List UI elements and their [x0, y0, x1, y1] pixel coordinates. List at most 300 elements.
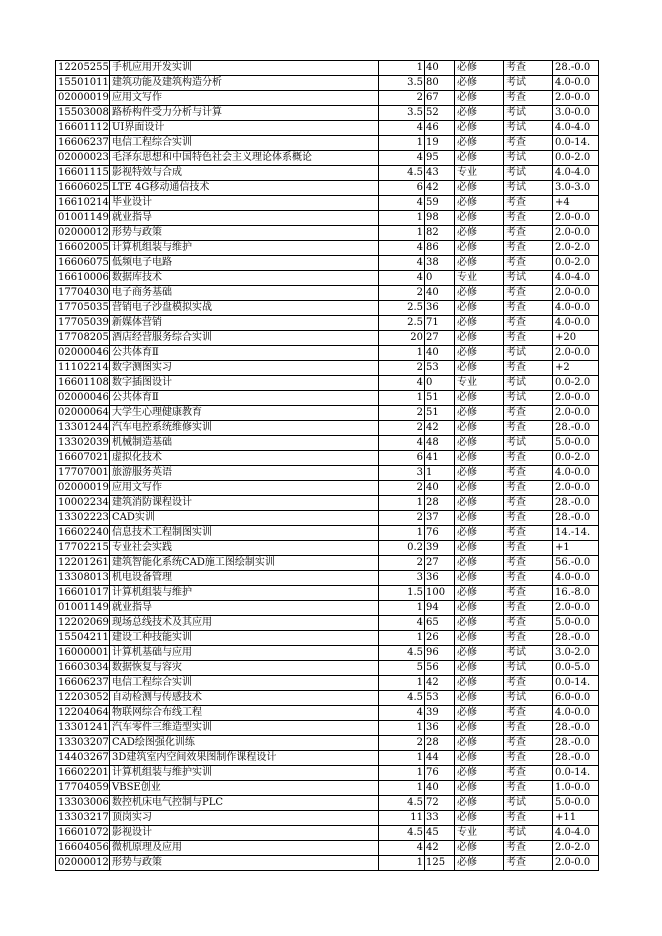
hours-cell[interactable]: 41	[425, 451, 455, 466]
course-type-cell[interactable]: 必修	[455, 421, 504, 436]
course-name-cell[interactable]: 手机应用开发实训	[110, 61, 379, 76]
credit-cell[interactable]: 4	[379, 271, 425, 286]
course-type-cell[interactable]: 必修	[455, 151, 504, 166]
term-hours-cell[interactable]: 0.0-2.0	[553, 151, 599, 166]
term-hours-cell[interactable]: 5.0-0.0	[553, 436, 599, 451]
credit-cell[interactable]: 4.5	[379, 646, 425, 661]
course-code-cell[interactable]: 10002234	[56, 496, 110, 511]
course-code-cell[interactable]: 13303217	[56, 811, 110, 826]
course-code-cell[interactable]: 16604056	[56, 841, 110, 856]
course-name-cell[interactable]: UI界面设计	[110, 121, 379, 136]
hours-cell[interactable]: 95	[425, 151, 455, 166]
credit-cell[interactable]: 2	[379, 361, 425, 376]
hours-cell[interactable]: 86	[425, 241, 455, 256]
course-type-cell[interactable]: 专业	[455, 826, 504, 841]
exam-type-cell[interactable]: 考查	[504, 226, 553, 241]
hours-cell[interactable]: 28	[425, 496, 455, 511]
exam-type-cell[interactable]: 考试	[504, 826, 553, 841]
exam-type-cell[interactable]: 考查	[504, 496, 553, 511]
credit-cell[interactable]: 1	[379, 721, 425, 736]
hours-cell[interactable]: 82	[425, 226, 455, 241]
exam-type-cell[interactable]: 考查	[504, 766, 553, 781]
course-code-cell[interactable]: 15504211	[56, 631, 110, 646]
exam-type-cell[interactable]: 考查	[504, 706, 553, 721]
course-type-cell[interactable]: 必修	[455, 841, 504, 856]
hours-cell[interactable]: 0	[425, 376, 455, 391]
course-type-cell[interactable]: 必修	[455, 811, 504, 826]
term-hours-cell[interactable]: 0.0-14.	[553, 676, 599, 691]
exam-type-cell[interactable]: 考试	[504, 391, 553, 406]
course-type-cell[interactable]: 必修	[455, 331, 504, 346]
credit-cell[interactable]: 1.5	[379, 586, 425, 601]
hours-cell[interactable]: 98	[425, 211, 455, 226]
credit-cell[interactable]: 1	[379, 391, 425, 406]
exam-type-cell[interactable]: 考查	[504, 61, 553, 76]
term-hours-cell[interactable]: 6.0-0.0	[553, 691, 599, 706]
course-code-cell[interactable]: 15503008	[56, 106, 110, 121]
term-hours-cell[interactable]: 0.0-5.0	[553, 661, 599, 676]
course-type-cell[interactable]: 必修	[455, 721, 504, 736]
term-hours-cell[interactable]: 2.0-0.0	[553, 481, 599, 496]
exam-type-cell[interactable]: 考查	[504, 451, 553, 466]
course-type-cell[interactable]: 必修	[455, 286, 504, 301]
term-hours-cell[interactable]: +4	[553, 196, 599, 211]
term-hours-cell[interactable]: 4.0-0.0	[553, 301, 599, 316]
term-hours-cell[interactable]: 2.0-0.0	[553, 211, 599, 226]
course-name-cell[interactable]: 建筑功能及建筑构造分析	[110, 76, 379, 91]
course-code-cell[interactable]: 16602005	[56, 241, 110, 256]
course-type-cell[interactable]: 必修	[455, 391, 504, 406]
exam-type-cell[interactable]: 考查	[504, 541, 553, 556]
term-hours-cell[interactable]: 4.0-4.0	[553, 826, 599, 841]
term-hours-cell[interactable]: +11	[553, 811, 599, 826]
course-type-cell[interactable]: 必修	[455, 136, 504, 151]
course-name-cell[interactable]: 建筑消防课程设计	[110, 496, 379, 511]
exam-type-cell[interactable]: 考查	[504, 316, 553, 331]
exam-type-cell[interactable]: 考查	[504, 811, 553, 826]
hours-cell[interactable]: 27	[425, 556, 455, 571]
course-name-cell[interactable]: 新媒体营销	[110, 316, 379, 331]
credit-cell[interactable]: 2	[379, 406, 425, 421]
course-code-cell[interactable]: 16606237	[56, 676, 110, 691]
hours-cell[interactable]: 39	[425, 541, 455, 556]
exam-type-cell[interactable]: 考查	[504, 91, 553, 106]
credit-cell[interactable]: 4	[379, 256, 425, 271]
hours-cell[interactable]: 52	[425, 106, 455, 121]
course-name-cell[interactable]: 计算机组装与维护	[110, 241, 379, 256]
course-code-cell[interactable]: 12201261	[56, 556, 110, 571]
course-type-cell[interactable]: 必修	[455, 181, 504, 196]
exam-type-cell[interactable]: 考试	[504, 436, 553, 451]
credit-cell[interactable]: 1	[379, 676, 425, 691]
course-type-cell[interactable]: 必修	[455, 406, 504, 421]
term-hours-cell[interactable]: +2	[553, 361, 599, 376]
hours-cell[interactable]: 36	[425, 301, 455, 316]
credit-cell[interactable]: 2.5	[379, 301, 425, 316]
credit-cell[interactable]: 1	[379, 61, 425, 76]
course-name-cell[interactable]: 汽车零件三维造型实训	[110, 721, 379, 736]
credit-cell[interactable]: 1	[379, 346, 425, 361]
term-hours-cell[interactable]: 28.-0.0	[553, 751, 599, 766]
course-code-cell[interactable]: 13302039	[56, 436, 110, 451]
term-hours-cell[interactable]: 2.0-0.0	[553, 91, 599, 106]
exam-type-cell[interactable]: 考查	[504, 406, 553, 421]
course-code-cell[interactable]: 02000046	[56, 391, 110, 406]
credit-cell[interactable]: 1	[379, 766, 425, 781]
course-type-cell[interactable]: 必修	[455, 106, 504, 121]
course-code-cell[interactable]: 16610006	[56, 271, 110, 286]
course-type-cell[interactable]: 必修	[455, 571, 504, 586]
exam-type-cell[interactable]: 考查	[504, 286, 553, 301]
exam-type-cell[interactable]: 考试	[504, 796, 553, 811]
credit-cell[interactable]: 4	[379, 706, 425, 721]
exam-type-cell[interactable]: 考试	[504, 691, 553, 706]
course-code-cell[interactable]: 12202069	[56, 616, 110, 631]
course-name-cell[interactable]: 酒店经营服务综合实训	[110, 331, 379, 346]
course-code-cell[interactable]: 02000046	[56, 346, 110, 361]
course-type-cell[interactable]: 必修	[455, 856, 504, 871]
term-hours-cell[interactable]: 28.-0.0	[553, 496, 599, 511]
hours-cell[interactable]: 40	[425, 286, 455, 301]
credit-cell[interactable]: 4	[379, 841, 425, 856]
exam-type-cell[interactable]: 考试	[504, 151, 553, 166]
course-code-cell[interactable]: 11102214	[56, 361, 110, 376]
hours-cell[interactable]: 33	[425, 811, 455, 826]
credit-cell[interactable]: 4	[379, 196, 425, 211]
exam-type-cell[interactable]: 考查	[504, 241, 553, 256]
course-name-cell[interactable]: 毕业设计	[110, 196, 379, 211]
term-hours-cell[interactable]: 0.0-14.	[553, 136, 599, 151]
hours-cell[interactable]: 28	[425, 736, 455, 751]
hours-cell[interactable]: 42	[425, 421, 455, 436]
term-hours-cell[interactable]: 3.0-2.0	[553, 646, 599, 661]
term-hours-cell[interactable]: 2.0-0.0	[553, 226, 599, 241]
course-name-cell[interactable]: 数据恢复与容灾	[110, 661, 379, 676]
course-name-cell[interactable]: CAD绘图强化训练	[110, 736, 379, 751]
course-name-cell[interactable]: 自动检测与传感技术	[110, 691, 379, 706]
hours-cell[interactable]: 80	[425, 76, 455, 91]
course-code-cell[interactable]: 17704030	[56, 286, 110, 301]
course-type-cell[interactable]: 专业	[455, 271, 504, 286]
course-name-cell[interactable]: 形势与政策	[110, 856, 379, 871]
credit-cell[interactable]: 4.5	[379, 691, 425, 706]
course-name-cell[interactable]: 微机原理及应用	[110, 841, 379, 856]
course-type-cell[interactable]: 必修	[455, 556, 504, 571]
course-name-cell[interactable]: 计算机组装与维护实训	[110, 766, 379, 781]
course-type-cell[interactable]: 必修	[455, 736, 504, 751]
course-name-cell[interactable]: 低频电子电路	[110, 256, 379, 271]
course-code-cell[interactable]: 13303006	[56, 796, 110, 811]
course-code-cell[interactable]: 16602240	[56, 526, 110, 541]
course-code-cell[interactable]: 16601108	[56, 376, 110, 391]
course-type-cell[interactable]: 必修	[455, 481, 504, 496]
credit-cell[interactable]: 20	[379, 331, 425, 346]
term-hours-cell[interactable]: 4.0-4.0	[553, 121, 599, 136]
credit-cell[interactable]: 2	[379, 736, 425, 751]
course-code-cell[interactable]: 02000012	[56, 856, 110, 871]
course-name-cell[interactable]: 路桥构件受力分析与计算	[110, 106, 379, 121]
course-name-cell[interactable]: 机械制造基础	[110, 436, 379, 451]
exam-type-cell[interactable]: 考试	[504, 76, 553, 91]
course-type-cell[interactable]: 必修	[455, 751, 504, 766]
credit-cell[interactable]: 1	[379, 856, 425, 871]
course-code-cell[interactable]: 12205255	[56, 61, 110, 76]
course-code-cell[interactable]: 14403267	[56, 751, 110, 766]
credit-cell[interactable]: 4.5	[379, 166, 425, 181]
exam-type-cell[interactable]: 考试	[504, 661, 553, 676]
exam-type-cell[interactable]: 考查	[504, 571, 553, 586]
course-name-cell[interactable]: 旅游服务英语	[110, 466, 379, 481]
term-hours-cell[interactable]: 2.0-2.0	[553, 841, 599, 856]
course-type-cell[interactable]: 必修	[455, 346, 504, 361]
exam-type-cell[interactable]: 考查	[504, 331, 553, 346]
credit-cell[interactable]: 4	[379, 376, 425, 391]
exam-type-cell[interactable]: 考试	[504, 376, 553, 391]
hours-cell[interactable]: 67	[425, 91, 455, 106]
credit-cell[interactable]: 1	[379, 226, 425, 241]
credit-cell[interactable]: 2	[379, 421, 425, 436]
exam-type-cell[interactable]: 考查	[504, 586, 553, 601]
credit-cell[interactable]: 4.5	[379, 796, 425, 811]
hours-cell[interactable]: 76	[425, 526, 455, 541]
course-code-cell[interactable]: 17704059	[56, 781, 110, 796]
course-type-cell[interactable]: 必修	[455, 451, 504, 466]
course-name-cell[interactable]: 汽车电控系统维修实训	[110, 421, 379, 436]
hours-cell[interactable]: 45	[425, 826, 455, 841]
exam-type-cell[interactable]: 考试	[504, 181, 553, 196]
course-code-cell[interactable]: 02000064	[56, 406, 110, 421]
exam-type-cell[interactable]: 考查	[504, 631, 553, 646]
course-name-cell[interactable]: 机电设备管理	[110, 571, 379, 586]
course-code-cell[interactable]: 02000019	[56, 91, 110, 106]
exam-type-cell[interactable]: 考查	[504, 856, 553, 871]
exam-type-cell[interactable]: 考查	[504, 526, 553, 541]
course-type-cell[interactable]: 必修	[455, 436, 504, 451]
credit-cell[interactable]: 11	[379, 811, 425, 826]
exam-type-cell[interactable]: 考查	[504, 511, 553, 526]
course-code-cell[interactable]: 15501011	[56, 76, 110, 91]
course-name-cell[interactable]: 就业指导	[110, 211, 379, 226]
term-hours-cell[interactable]: 1.0-0.0	[553, 781, 599, 796]
course-name-cell[interactable]: 建筑智能化系统CAD施工图绘制实训	[110, 556, 379, 571]
term-hours-cell[interactable]: 0.0-2.0	[553, 256, 599, 271]
course-name-cell[interactable]: 数控机床电气控制与PLC	[110, 796, 379, 811]
term-hours-cell[interactable]: 0.0-2.0	[553, 376, 599, 391]
course-code-cell[interactable]: 16602201	[56, 766, 110, 781]
exam-type-cell[interactable]: 考查	[504, 736, 553, 751]
term-hours-cell[interactable]: 3.0-3.0	[553, 181, 599, 196]
course-type-cell[interactable]: 必修	[455, 796, 504, 811]
credit-cell[interactable]: 4	[379, 121, 425, 136]
course-type-cell[interactable]: 必修	[455, 361, 504, 376]
exam-type-cell[interactable]: 考查	[504, 481, 553, 496]
exam-type-cell[interactable]: 考查	[504, 721, 553, 736]
term-hours-cell[interactable]: 16.-8.0	[553, 586, 599, 601]
term-hours-cell[interactable]: 5.0-0.0	[553, 616, 599, 631]
credit-cell[interactable]: 2	[379, 511, 425, 526]
course-name-cell[interactable]: VBSE创业	[110, 781, 379, 796]
exam-type-cell[interactable]: 考查	[504, 211, 553, 226]
credit-cell[interactable]: 3	[379, 571, 425, 586]
term-hours-cell[interactable]: 2.0-0.0	[553, 856, 599, 871]
course-name-cell[interactable]: 影视特效与合成	[110, 166, 379, 181]
credit-cell[interactable]: 3.5	[379, 106, 425, 121]
course-type-cell[interactable]: 必修	[455, 541, 504, 556]
term-hours-cell[interactable]: 2.0-0.0	[553, 601, 599, 616]
course-type-cell[interactable]: 必修	[455, 496, 504, 511]
hours-cell[interactable]: 53	[425, 361, 455, 376]
course-code-cell[interactable]: 01001149	[56, 601, 110, 616]
credit-cell[interactable]: 1	[379, 136, 425, 151]
course-name-cell[interactable]: 信息技术工程制图实训	[110, 526, 379, 541]
course-code-cell[interactable]: 17705039	[56, 316, 110, 331]
course-name-cell[interactable]: 毛泽东思想和中国特色社会主义理论体系概论	[110, 151, 379, 166]
credit-cell[interactable]: 1	[379, 781, 425, 796]
course-name-cell[interactable]: 3D建筑室内空间效果图制作课程设计	[110, 751, 379, 766]
course-type-cell[interactable]: 必修	[455, 691, 504, 706]
hours-cell[interactable]: 40	[425, 61, 455, 76]
course-code-cell[interactable]: 16601017	[56, 586, 110, 601]
course-type-cell[interactable]: 必修	[455, 586, 504, 601]
hours-cell[interactable]: 19	[425, 136, 455, 151]
course-code-cell[interactable]: 16603034	[56, 661, 110, 676]
exam-type-cell[interactable]: 考试	[504, 121, 553, 136]
term-hours-cell[interactable]: 2.0-2.0	[553, 241, 599, 256]
credit-cell[interactable]: 1	[379, 751, 425, 766]
term-hours-cell[interactable]: 56.-0.0	[553, 556, 599, 571]
credit-cell[interactable]: 3.5	[379, 76, 425, 91]
hours-cell[interactable]: 96	[425, 646, 455, 661]
course-type-cell[interactable]: 必修	[455, 316, 504, 331]
course-type-cell[interactable]: 必修	[455, 91, 504, 106]
course-code-cell[interactable]: 16601112	[56, 121, 110, 136]
course-name-cell[interactable]: 电信工程综合实训	[110, 136, 379, 151]
term-hours-cell[interactable]: 14.-14.	[553, 526, 599, 541]
credit-cell[interactable]: 2	[379, 91, 425, 106]
hours-cell[interactable]: 36	[425, 721, 455, 736]
term-hours-cell[interactable]: 28.-0.0	[553, 736, 599, 751]
course-code-cell[interactable]: 17707001	[56, 466, 110, 481]
term-hours-cell[interactable]: 4.0-4.0	[553, 166, 599, 181]
course-type-cell[interactable]: 必修	[455, 631, 504, 646]
course-code-cell[interactable]: 13308013	[56, 571, 110, 586]
credit-cell[interactable]: 6	[379, 181, 425, 196]
term-hours-cell[interactable]: 4.0-4.0	[553, 271, 599, 286]
hours-cell[interactable]: 42	[425, 181, 455, 196]
hours-cell[interactable]: 71	[425, 316, 455, 331]
hours-cell[interactable]: 36	[425, 571, 455, 586]
course-code-cell[interactable]: 16606075	[56, 256, 110, 271]
exam-type-cell[interactable]: 考查	[504, 421, 553, 436]
exam-type-cell[interactable]: 考查	[504, 466, 553, 481]
term-hours-cell[interactable]: 4.0-0.0	[553, 571, 599, 586]
hours-cell[interactable]: 40	[425, 781, 455, 796]
course-name-cell[interactable]: 虚拟化技术	[110, 451, 379, 466]
course-code-cell[interactable]: 16601072	[56, 826, 110, 841]
course-type-cell[interactable]: 必修	[455, 781, 504, 796]
credit-cell[interactable]: 4	[379, 241, 425, 256]
term-hours-cell[interactable]: 0.0-14.	[553, 766, 599, 781]
exam-type-cell[interactable]: 考查	[504, 136, 553, 151]
hours-cell[interactable]: 56	[425, 661, 455, 676]
term-hours-cell[interactable]: 4.0-0.0	[553, 76, 599, 91]
hours-cell[interactable]: 40	[425, 346, 455, 361]
exam-type-cell[interactable]: 考试	[504, 166, 553, 181]
hours-cell[interactable]: 43	[425, 166, 455, 181]
exam-type-cell[interactable]: 考查	[504, 616, 553, 631]
hours-cell[interactable]: 27	[425, 331, 455, 346]
hours-cell[interactable]: 39	[425, 706, 455, 721]
credit-cell[interactable]: 2	[379, 286, 425, 301]
course-type-cell[interactable]: 必修	[455, 211, 504, 226]
exam-type-cell[interactable]: 考查	[504, 781, 553, 796]
course-name-cell[interactable]: 应用文写作	[110, 91, 379, 106]
hours-cell[interactable]: 1	[425, 466, 455, 481]
course-code-cell[interactable]: 17708205	[56, 331, 110, 346]
term-hours-cell[interactable]: 2.0-0.0	[553, 346, 599, 361]
term-hours-cell[interactable]: 4.0-0.0	[553, 466, 599, 481]
course-type-cell[interactable]: 必修	[455, 76, 504, 91]
course-code-cell[interactable]: 13302223	[56, 511, 110, 526]
course-name-cell[interactable]: 计算机基础与应用	[110, 646, 379, 661]
exam-type-cell[interactable]: 考试	[504, 271, 553, 286]
hours-cell[interactable]: 76	[425, 766, 455, 781]
course-type-cell[interactable]: 必修	[455, 646, 504, 661]
hours-cell[interactable]: 125	[425, 856, 455, 871]
hours-cell[interactable]: 40	[425, 481, 455, 496]
course-name-cell[interactable]: 电信工程综合实训	[110, 676, 379, 691]
hours-cell[interactable]: 94	[425, 601, 455, 616]
course-code-cell[interactable]: 17702215	[56, 541, 110, 556]
course-type-cell[interactable]: 必修	[455, 301, 504, 316]
course-name-cell[interactable]: 数据库技术	[110, 271, 379, 286]
credit-cell[interactable]: 6	[379, 451, 425, 466]
course-type-cell[interactable]: 必修	[455, 511, 504, 526]
term-hours-cell[interactable]: 2.0-0.0	[553, 391, 599, 406]
course-type-cell[interactable]: 必修	[455, 61, 504, 76]
course-type-cell[interactable]: 必修	[455, 121, 504, 136]
credit-cell[interactable]: 1	[379, 526, 425, 541]
course-type-cell[interactable]: 必修	[455, 661, 504, 676]
course-type-cell[interactable]: 专业	[455, 166, 504, 181]
course-name-cell[interactable]: 公共体育Ⅱ	[110, 346, 379, 361]
course-code-cell[interactable]: 01001149	[56, 211, 110, 226]
course-code-cell[interactable]: 16607021	[56, 451, 110, 466]
course-code-cell[interactable]: 02000023	[56, 151, 110, 166]
hours-cell[interactable]: 0	[425, 271, 455, 286]
course-code-cell[interactable]: 12204064	[56, 706, 110, 721]
credit-cell[interactable]: 1	[379, 601, 425, 616]
credit-cell[interactable]: 4	[379, 616, 425, 631]
course-type-cell[interactable]: 专业	[455, 376, 504, 391]
term-hours-cell[interactable]: 4.0-0.0	[553, 316, 599, 331]
course-type-cell[interactable]: 必修	[455, 196, 504, 211]
term-hours-cell[interactable]: 28.-0.0	[553, 631, 599, 646]
course-type-cell[interactable]: 必修	[455, 466, 504, 481]
hours-cell[interactable]: 100	[425, 586, 455, 601]
course-type-cell[interactable]: 必修	[455, 706, 504, 721]
credit-cell[interactable]: 3	[379, 466, 425, 481]
exam-type-cell[interactable]: 考查	[504, 751, 553, 766]
course-type-cell[interactable]: 必修	[455, 676, 504, 691]
exam-type-cell[interactable]: 考查	[504, 601, 553, 616]
course-type-cell[interactable]: 必修	[455, 256, 504, 271]
course-name-cell[interactable]: CAD实训	[110, 511, 379, 526]
term-hours-cell[interactable]: 28.-0.0	[553, 511, 599, 526]
term-hours-cell[interactable]: 2.0-0.0	[553, 406, 599, 421]
term-hours-cell[interactable]: 5.0-0.0	[553, 796, 599, 811]
credit-cell[interactable]: 1	[379, 211, 425, 226]
